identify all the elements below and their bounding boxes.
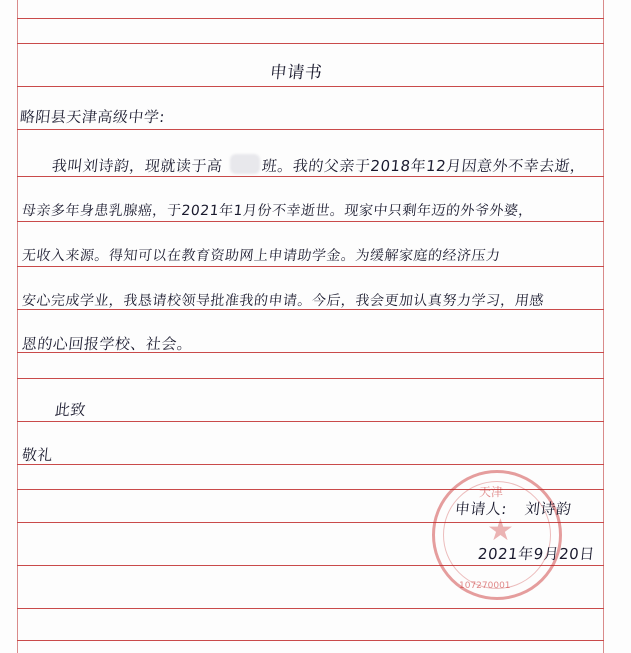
applicant-name: 刘诗韵 <box>524 500 573 518</box>
applicant-label: 申请人: <box>454 500 508 518</box>
official-seal <box>432 470 562 600</box>
left-margin-line <box>17 0 18 653</box>
seal-number: 107270001 <box>459 581 511 591</box>
ruled-line <box>17 129 604 130</box>
right-margin-line <box>603 0 604 653</box>
salutation: 略阳县天津高级中学: <box>19 108 166 126</box>
ruled-line <box>17 18 604 19</box>
closing-ci-zhi: 此致 <box>54 401 87 419</box>
ruled-line <box>17 421 604 422</box>
paragraph-line: 恩的心回报学校、社会。 <box>21 335 194 353</box>
seal-star-icon: ★ <box>487 513 514 548</box>
paragraph-line: 安心完成学业，我恳请校领导批准我的申请。今后，我会更加认真努力学习，用感 <box>21 293 545 309</box>
ruled-line <box>17 464 604 465</box>
paragraph-line: 我叫刘诗韵，现就读于高 <box>51 157 224 175</box>
seal-text: 天津 <box>479 485 504 499</box>
ruled-line <box>17 608 604 609</box>
document-title: 申请书 <box>268 63 324 83</box>
ruled-line <box>17 378 604 379</box>
ruled-line <box>17 266 604 267</box>
ruled-line <box>17 176 604 177</box>
ruled-line <box>17 86 604 87</box>
ruled-line <box>17 221 604 222</box>
paragraph-line: 班。我的父亲于2018年12月因意外不幸去逝， <box>261 157 587 175</box>
signing-date: 2021年9月20日 <box>477 545 596 563</box>
paragraph-line: 母亲多年身患乳腺癌，于2021年1月份不幸逝世。现家中只剩年迈的外爷外婆， <box>21 203 534 219</box>
ruled-line <box>17 43 604 44</box>
closing-jing-li: 敬礼 <box>21 446 54 464</box>
paragraph-line: 无收入来源。得知可以在教育资助网上申请助学金。为缓解家庭的经济压力 <box>21 248 502 264</box>
redacted-class <box>230 154 260 174</box>
ruled-line <box>17 640 604 641</box>
